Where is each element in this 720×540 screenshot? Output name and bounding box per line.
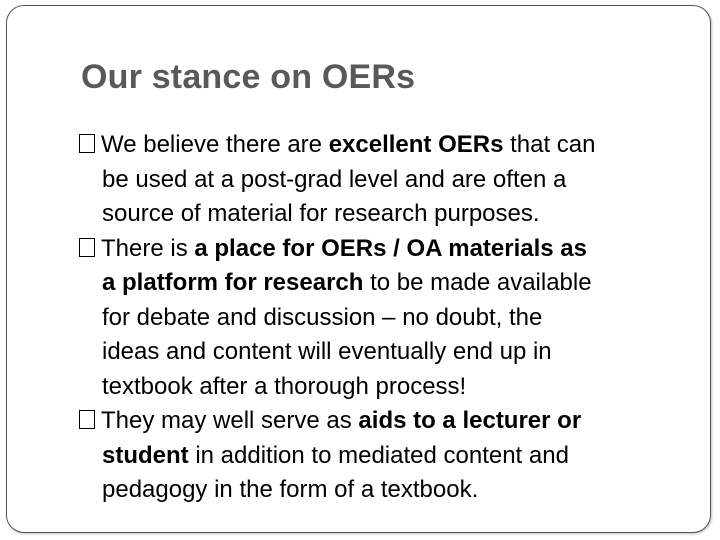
bullet-text: in addition to mediated content and <box>195 441 569 469</box>
bullet-box-icon <box>79 134 95 153</box>
bullet-box-icon <box>79 410 95 429</box>
bullet-list <box>79 128 699 508</box>
bullet-text: textbook after a thorough process! <box>102 372 467 400</box>
bullet-text-bold: a place for OERs / OA materials as <box>194 234 587 262</box>
bullet-line <box>101 197 699 232</box>
bullet-item <box>79 404 699 508</box>
bullet-text: There is <box>101 234 195 262</box>
bullet-text: source of material for research purposes. <box>102 200 540 227</box>
bullet-text-bold: a platform for research <box>102 269 364 296</box>
bullet-line <box>101 301 699 336</box>
bullet-line <box>101 335 699 370</box>
bullet-text: to be made available <box>363 269 592 296</box>
bullet-line <box>101 163 699 198</box>
bullet-item <box>79 232 699 405</box>
bullet-text-bold: aids to a lecturer or <box>358 407 582 434</box>
bullet-item <box>79 128 699 232</box>
bullet-text: for debate and discussion – no doubt, the <box>102 303 543 331</box>
bullet-line <box>101 128 699 163</box>
bullet-line <box>101 232 699 267</box>
bullet-text-bold: student <box>102 441 196 469</box>
bullet-text: They may well serve as <box>101 407 359 434</box>
bullet-text: that can <box>503 131 596 158</box>
bullet-line <box>101 404 699 439</box>
bullet-text: We believe there are <box>101 131 329 158</box>
bullet-text-bold: excellent OERs <box>328 131 504 158</box>
bullet-text: pedagogy in the form of a textbook. <box>102 476 479 503</box>
slide-title: Our stance on OERs <box>81 58 416 96</box>
bullet-line <box>101 266 699 301</box>
bullet-line <box>101 473 699 508</box>
bullet-line <box>101 439 699 474</box>
bullet-text: ideas and content will eventually end up in <box>102 338 552 365</box>
bullet-box-icon <box>79 238 95 257</box>
bullet-text: be used at a post-grad level and are often a <box>102 165 567 193</box>
bullet-line <box>101 370 699 405</box>
